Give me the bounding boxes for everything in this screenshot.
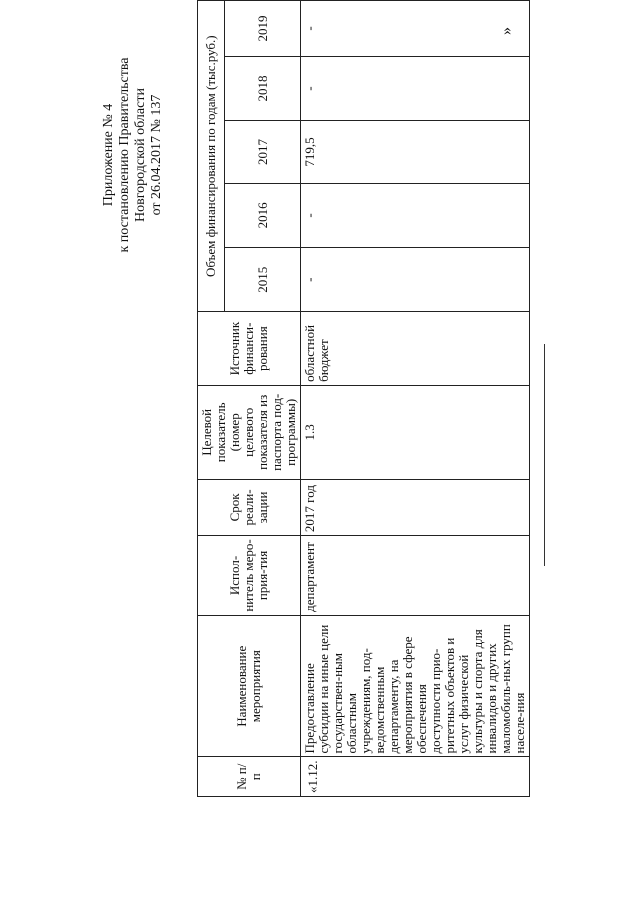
- signature-divider: [544, 344, 545, 566]
- header-num: № п/п: [198, 757, 301, 797]
- header-year-2016: 2016: [225, 183, 301, 247]
- appendix-region-line: Новгородской области: [133, 88, 148, 222]
- cell-value-2018: -: [301, 56, 530, 120]
- appendix-title: Приложение № 4: [101, 103, 116, 207]
- cell-value-2019: -: [301, 1, 530, 57]
- cell-executor: департамент: [301, 536, 530, 616]
- cell-value-2016: -: [301, 183, 530, 247]
- cell-name: Предоставление субсидии на иные цели государствен-ным областным учреждениям, под-ведомственным департаменту, на мероприятия в сфере обеспечения доступности прио-ритетных объектов и услуг физической культуры и спорта для инвалидов и других маломобиль-ных групп населе-ния: [301, 615, 530, 757]
- cell-value-2015: -: [301, 248, 530, 312]
- header-year-2019: 2019: [225, 1, 301, 57]
- cell-value-2017: 719,5: [301, 121, 530, 184]
- header-term: Срок реали-зации: [198, 479, 301, 535]
- header-source: Источник финанси-рования: [198, 312, 301, 385]
- header-executor: Испол-нитель меро-прия-тия: [198, 536, 301, 616]
- header-year-2017: 2017: [225, 121, 301, 184]
- header-year-2018: 2018: [225, 56, 301, 120]
- cell-num: «1.12.: [301, 757, 530, 797]
- header-year-2015: 2015: [225, 248, 301, 312]
- appendix-decree-line: к постановлению Правительства: [117, 57, 132, 253]
- measures-table: [197, 0, 530, 797]
- closing-quote-mark: »: [498, 27, 515, 35]
- table-row: [301, 1, 530, 797]
- header-funding-group: Объем финансирования по годам (тыс.руб.): [198, 1, 225, 312]
- header-name: Наименование мероприятия: [198, 615, 301, 757]
- appendix-header: [101, 5, 165, 305]
- cell-term: 2017 год: [301, 479, 530, 535]
- cell-target: 1.3: [301, 385, 530, 479]
- appendix-date-line: от 26.04.2017 № 137: [149, 94, 164, 216]
- cell-source: областной бюджет: [301, 312, 530, 385]
- header-target: Целевой показатель (номер целевого показателя из паспорта под-программы): [198, 385, 301, 479]
